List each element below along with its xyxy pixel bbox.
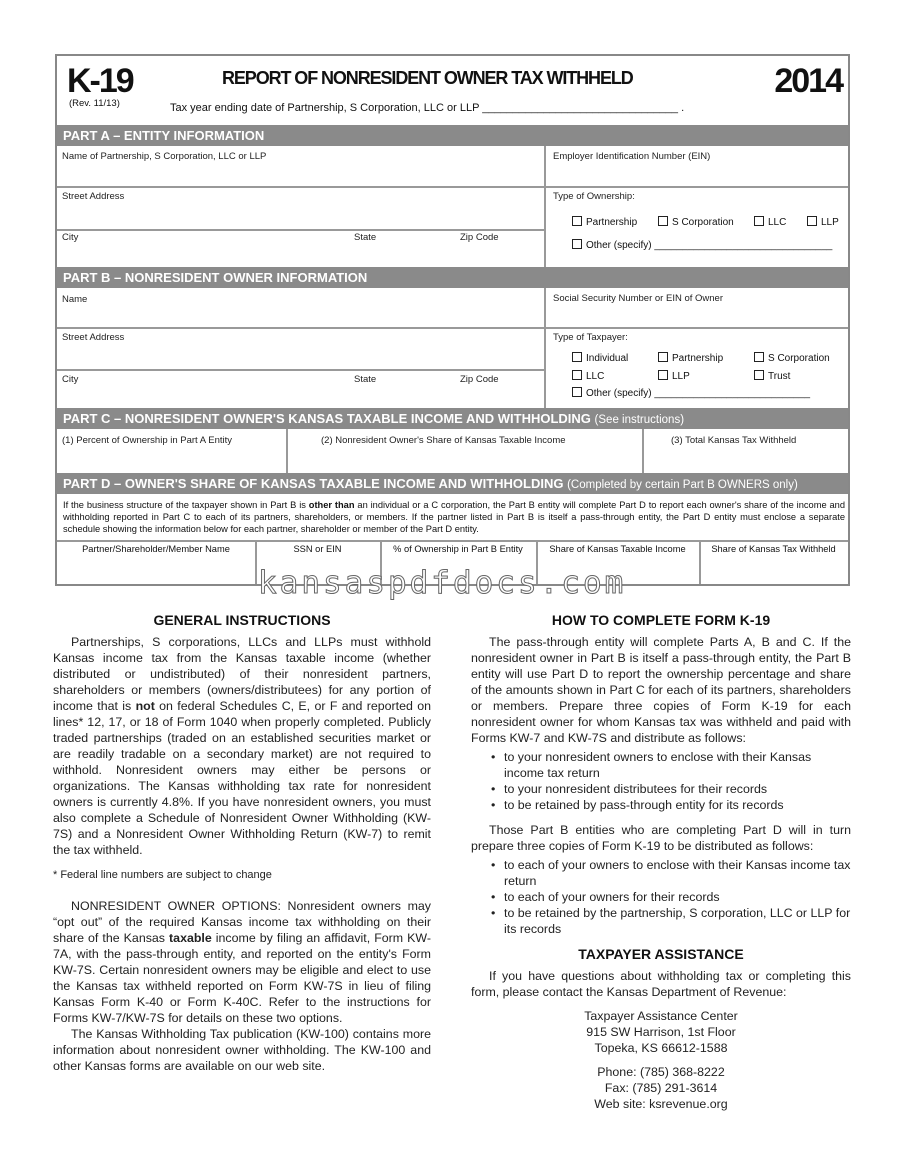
form-title: REPORT OF NONRESIDENT OWNER TAX WITHHELD <box>222 68 633 88</box>
checkbox-trust[interactable]: Trust <box>754 370 790 382</box>
distribution-list-2 <box>471 857 851 937</box>
general-instructions <box>53 612 431 1074</box>
checkbox-llc[interactable]: LLC <box>754 216 786 228</box>
owner-state-field[interactable]: State <box>354 374 377 385</box>
checkbox-s-corporation[interactable]: S Corporation <box>658 216 734 228</box>
entity-city-field[interactable]: City <box>62 232 79 243</box>
list-item: • to your nonresident distributees for their records <box>471 781 851 797</box>
tax-year: 2014 <box>774 62 842 100</box>
checkbox-icon <box>572 352 582 362</box>
part-b-heading: PART B – NONRESIDENT OWNER INFORMATION <box>57 267 848 288</box>
checkbox-icon <box>572 216 582 226</box>
checkbox-partnership-owner[interactable]: Partnership <box>658 352 723 364</box>
checkbox-icon <box>572 239 582 249</box>
instructions-paragraph: Partnerships, S corporations, LLCs and LLPs must withhold Kansas income tax from the Kansas taxable income (whether distributed or undistributed) of their nonresident partners, shareholders or members (owners/distributees) for any portion of income that is not on federal Schedules C, E, or F and reported on lines* 12, 17, or 18 of Form 1040 when properly completed. Publicly traded partnerships (traded on an established securities market or are readily tradable on a secondary market) are not required to withhold. Nonresident owners may either be persons or organizations. The Kansas withholding tax rate for nonresident owners is currently 4.8%. If you have nonresident owners, you must also complete a Schedule of Nonresident Owner Withholding (KW-7S) and a Nonresident Owner Withholding Return (KW-7) to remit the tax withheld. <box>53 635 431 857</box>
taxpayer-assistance-heading: TAXPAYER ASSISTANCE <box>578 946 744 962</box>
website-link[interactable]: Web site: ksrevenue.org <box>594 1097 728 1111</box>
how-to-complete-heading: HOW TO COMPLETE FORM K-19 <box>551 612 771 628</box>
checkbox-icon <box>572 387 582 397</box>
ownership-type-label: Type of Ownership: <box>553 191 635 202</box>
fax-number: Fax: (785) 291-3614 <box>604 1081 718 1095</box>
owner-name-field[interactable]: Name <box>62 294 88 305</box>
entity-street-field[interactable]: Street Address <box>62 191 125 202</box>
list-item: • to be retained by pass-through entity for its records <box>471 797 851 813</box>
owner-zip-field[interactable]: Zip Code <box>460 374 499 385</box>
address-line: Taxpayer Assistance Center <box>584 1009 738 1023</box>
taxable-income-share-field[interactable]: (2) Nonresident Owner's Share of Kansas Taxable Income <box>321 435 566 446</box>
watermark: kansaspdfdocs.com <box>258 565 627 601</box>
checkbox-icon <box>754 352 764 362</box>
ownership-percent-field[interactable]: (1) Percent of Ownership in Part A Entity <box>62 435 233 446</box>
phone-number: Phone: (785) 368-8222 <box>597 1065 725 1079</box>
list-item: • to each of your owners to enclose with their Kansas income tax return <box>471 857 851 889</box>
distribution-list <box>471 749 851 813</box>
part-d-distribution-paragraph: Those Part B entities who are completing Part D will in turn prepare three copies of Form K-19 to be distributed as follows: <box>471 823 851 853</box>
tax-withheld-field[interactable]: (3) Total Kansas Tax Withheld <box>671 435 797 446</box>
how-to-paragraph: The pass-through entity will complete Parts A, B and C. If the nonresident owner in Part B is itself a pass-through entity, the Part B entity will use Part D to report the ownership percentage and share of the amounts shown in Part C for each of its partners, shareholders or members. Prepare three copies of Form K-19 for each nonresident owner for whom Kansas tax was withheld and paid with Forms KW-7 and KW-7S and distribute as follows: <box>471 635 851 745</box>
col-ownership-percent[interactable]: % of Ownership in Part B Entity <box>393 544 523 554</box>
checkbox-llp-owner[interactable]: LLP <box>658 370 690 382</box>
general-instructions-heading: GENERAL INSTRUCTIONS <box>153 612 331 628</box>
publication-paragraph: The Kansas Withholding Tax publication (KW-100) contains more information about nonresident owner withholding. The KW-100 and other Kansas forms are available on our web site. <box>53 1027 431 1073</box>
col-ssn-ein[interactable]: SSN or EIN <box>293 544 342 554</box>
checkbox-other-ownership[interactable]: Other (specify) ________________________________ <box>572 239 832 251</box>
owner-ssn-field[interactable]: Social Security Number or EIN of Owner <box>553 293 724 304</box>
form-code: K-19 <box>67 62 133 100</box>
list-item: • to each of your owners for their records <box>471 889 851 905</box>
part-d-instructions: If the business structure of the taxpayer shown in Part B is other than an individual or a C corporation, the Part B entity will complete Part D to report each owner's share of the income and withholding reported in Part C to each of its partners, shareholders, or members. If the partner listed in Part B is itself a pass-through entity, the Part D entity must enclose a separate schedule showing the information below for each partner, shareholder or member of the Part D entity. <box>63 500 846 534</box>
list-item: • to be retained by the partnership, S corporation, LLC or LLP for its records <box>471 905 851 937</box>
checkbox-icon <box>658 352 668 362</box>
owner-city-field[interactable]: City <box>62 374 79 385</box>
part-a-heading: PART A – ENTITY INFORMATION <box>57 125 848 146</box>
form-k19 <box>55 54 850 586</box>
address-line: Topeka, KS 66612-1588 <box>594 1041 728 1055</box>
col-taxable-income-share[interactable]: Share of Kansas Taxable Income <box>549 544 686 554</box>
owner-street-field[interactable]: Street Address <box>62 332 125 343</box>
entity-state-field[interactable]: State <box>354 232 377 243</box>
checkbox-icon <box>754 216 764 226</box>
col-partner-name[interactable]: Partner/Shareholder/Member Name <box>82 544 230 554</box>
checkbox-icon <box>807 216 817 226</box>
checkbox-llp[interactable]: LLP <box>807 216 839 228</box>
checkbox-s-corporation-owner[interactable]: S Corporation <box>754 352 830 364</box>
checkbox-icon <box>658 370 668 380</box>
address-line: 915 SW Harrison, 1st Floor <box>586 1025 736 1039</box>
ein-field[interactable]: Employer Identification Number (EIN) <box>553 151 711 162</box>
col-tax-withheld-share[interactable]: Share of Kansas Tax Withheld <box>711 544 836 554</box>
checkbox-other-taxpayer[interactable]: Other (specify) ____________________________ <box>572 387 810 399</box>
entity-name-field[interactable]: Name of Partnership, S Corporation, LLC or LLP <box>62 151 267 162</box>
checkbox-partnership[interactable]: Partnership <box>572 216 637 228</box>
checkbox-icon <box>658 216 668 226</box>
checkbox-llc-owner[interactable]: LLC <box>572 370 604 382</box>
part-c-heading: PART C – NONRESIDENT OWNER'S KANSAS TAXABLE INCOME AND WITHHOLDING (See instructions) <box>57 408 848 429</box>
assistance-paragraph: If you have questions about withholding tax or completing this form, please contact the Kansas Department of Revenue: <box>471 969 851 999</box>
checkbox-individual[interactable]: Individual <box>572 352 628 364</box>
entity-zip-field[interactable]: Zip Code <box>460 232 499 243</box>
footnote: * Federal line numbers are subject to change <box>53 869 272 881</box>
revision-date: (Rev. 11/13) <box>69 98 120 109</box>
checkbox-icon <box>754 370 764 380</box>
tax-year-ending-field[interactable]: Tax year ending date of Partnership, S Corporation, LLC or LLP ________________________________ . <box>170 102 685 114</box>
list-item: • to your nonresident owners to enclose with their Kansas income tax return <box>471 749 851 781</box>
part-d-heading: PART D – OWNER'S SHARE OF KANSAS TAXABLE INCOME AND WITHHOLDING (Completed by certain Part B OWNERS only) <box>57 473 848 494</box>
checkbox-icon <box>572 370 582 380</box>
taxpayer-type-label: Type of Taxpayer: <box>553 332 628 343</box>
how-to-complete <box>471 612 851 1112</box>
owner-options-paragraph: NONRESIDENT OWNER OPTIONS: Nonresident owners may “opt out” of the required Kansas income tax withholding on their share of the Kansas taxable income by filing an affidavit, Form KW-7A, with the pass-through entity, and reported on the entity's Form KW-7S. Certain nonresident owners may be eligible and elect to use the Kansas tax withheld reported on Form KW-7S in lieu of filing Kansas Form K-40 or Form K-40C. Refer to the instructions for Forms KW-7/KW-7S for details on these two options. <box>53 899 431 1025</box>
